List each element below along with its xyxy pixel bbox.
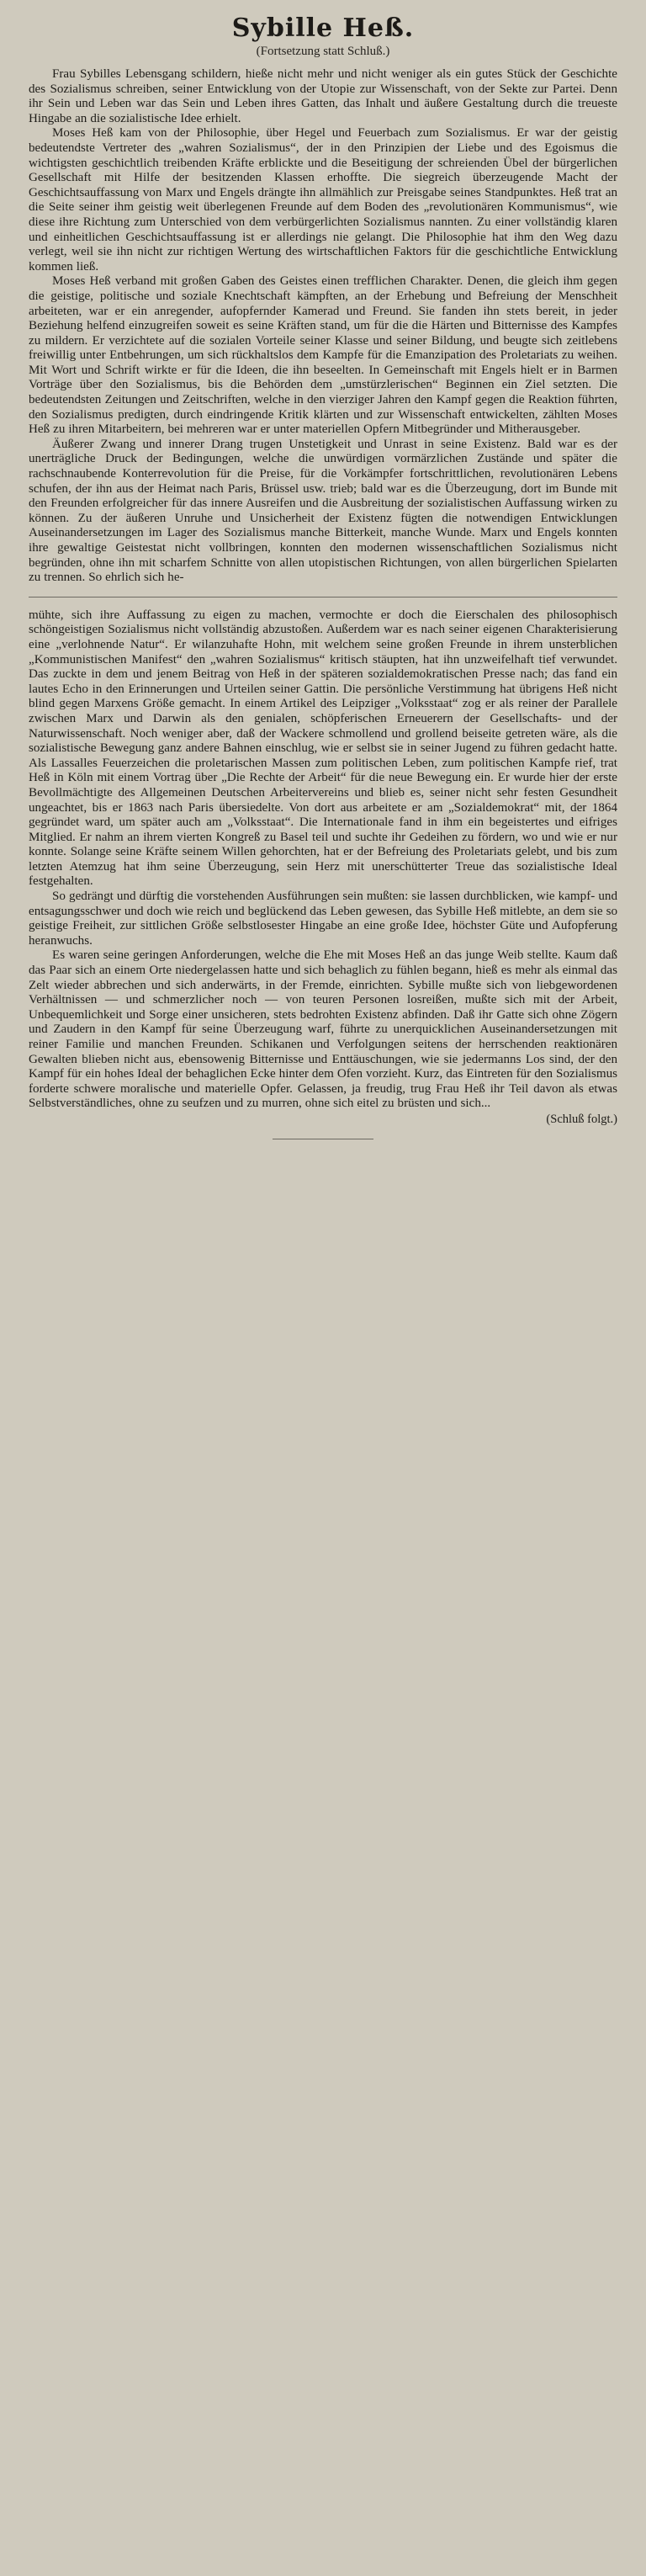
- continuation-note: (Schluß folgt.): [546, 1112, 617, 1126]
- column-divider: [29, 597, 617, 598]
- paragraph: Moses Heß kam von der Philosophie, über Hegel und Feuerbach zum Sozialismus. Er war der geistig bedeutendste Vertreter des „wahren Sozialismus“, der in den Prinzipien der Liebe und des Egoismus die wichtigsten geschichtlich treibenden Kräfte erblickte und die Beseitigung der schreienden Übel der bürgerlichen Gesellschaft mit Hilfe der besitzenden Klassen erhoffte. Die siegreich überzeugende Macht der Geschichtsauffassung von Marx und Engels drängte ihn allmählich zur Preisgabe seines Standpunktes. Heß trat an die Seite seiner ihm geistig weit überlegenen Freunde auf dem Boden des „revolutionären Kommunismus“, wie diese ihre Richtung zum Unterschied von dem verbürgerlichten Sozialismus nannten. Zu einer vollständig klaren und einheitlichen Geschichtsauffassung ist er allerdings nie gelangt. Die Philosophie hat ihm den Weg dazu verlegt, weil sie ihn nicht zur richtigen Wertung des wirtschaftlichen Faktors für die geschichtliche Entwicklung kommen ließ.: [29, 126, 617, 274]
- paragraph: Es waren seine geringen Anforderungen, welche die Ehe mit Moses Heß an das junge Weib stellte. Kaum daß das Paar sich an einem Orte niedergelassen hatte und sich behaglich zu fühlen begann, hieß es mehr als einmal das Zelt wieder abbrechen und sich anderwärts, in der Fremde, einrichten. Sybille mußte sich von liebgewordenen Verhältnissen — und schmerzlicher noch — von teuren Personen losreißen, mußte sich mit der Arbeit, Unbequemlichkeit und Sorge einer unsicheren, stets bedrohten Existenz abfinden. Daß ihr Gatte sich ohne Zögern und Zaudern in den Kampf für seine Überzeugung warf, führte zu unerquicklichen Auseinandersetzungen mit reiner Familie und manchen Freunden. Schikanen und Verfolgungen seitens der herrschenden reaktionären Gewalten blieben nicht aus, ebensowenig Bitternisse und Enttäuschungen, wie sie jedermanns Los sind, der den Kampf für ein hohes Ideal der behaglichen Ecke hinter dem Ofen vorzieht. Kurz, das Eintreten für den Sozialismus forderte schwere moralische und materielle Opfer. Gelassen, ja freudig, trug Frau Heß ihr Teil davon als etwas Selbstverständliches, ohne zu seufzen und zu murren, ohne sich eitel zu brüsten und sich...: [29, 948, 617, 1111]
- article-column-one: [29, 12, 617, 586]
- page-title: Sybille Heß.: [231, 13, 415, 43]
- paragraph: mühte, sich ihre Auffassung zu eigen zu machen, vermochte er doch die Eierschalen des philosophisch schöngeistigen Sozialismus nicht vollständig abzustoßen. Außerdem war es nach seiner eigenen Charakterisierung eine „verlohnende Natur“. Er wilanzuhafte Hohn, mit welchem seine großen Freunde in ihrem unsterblichen „Kommunistischen Manifest“ den „wahren Sozialismus“ kritisch stäupten, hat ihn unzweifelhaft tief verwundet. Das zuckte in dem und jenem Beitrag von Heß in der späteren sozialdemokratischen Presse nach; das fand ein lautes Echo in den Erinnerungen und Urteilen seiner Gattin. Die persönliche Verstimmung hat übrigens Heß nicht blind gegen Marxens Größe gemacht. In einem Artikel des Leipziger „Volksstaat“ zog er als reiner der Parallele zwischen Marx und Darwin als den genialen, schöpferischen Erneuerern der Gesellschafts- und der Naturwissenschaft. Noch weniger aber, daß der Wackere schmollend und grollend beiseite getreten wäre, als die sozialistische Bewegung ganz andere Bahnen einschlug, wie er selbst sie in seiner Jugend zu führen gedacht hatte. Als Lassalles Feuerzeichen die proletarischen Massen zum politischen Leben, zum politischen Kampfe rief, trat Heß in Köln mit einem Vortrag über „Die Rechte der Arbeit“ für die neue Bewegung ein. Er wurde hier der erste Bevollmächtigte des Allgemeinen Deutschen Arbeitervereins und blieb es, seiner nicht sehr festen Gesundheit ungeachtet, bis er 1863 nach Paris übersiedelte. Von dort aus arbeitete er am „Sozialdemokrat“ mit, der 1864 gegründet ward, um später auch am „Volksstaat“. Die Internationale fand in ihm ein begeistertes und eifriges Mitglied. Er nahm an ihrem vierten Kongreß zu Basel teil und suchte ihr Gedeihen zu fördern, wo und wie er nur konnte. Solange seine Kräfte seinem Willen gehorchten, hat er der Befreiung des Proletariats gelebt, und bis zum letzten Atemzug hat ihm seine Überzeugung, sein Herz mit unerschütterter Treue das sozialistische Ideal festgehalten.: [29, 608, 617, 889]
- paragraph: So gedrängt und dürftig die vorstehenden Ausführungen sein mußten: sie lassen durchblicken, wie kampf- und entsagungsschwer und doch wie reich und beglückend das Leben gewesen, das Sybille Heß mitlebte, an dem sie so geistige Freiheit, zur sittlichen Größe selbstlosester Hingabe an eine große Idee, höchster Güte und Aufopferung heranwuchs.: [29, 890, 617, 948]
- paragraph: Moses Heß verband mit großen Gaben des Geistes einen trefflichen Charakter. Denen, die gleich ihm gegen die geistige, politische und soziale Knechtschaft kämpften, an der Erhebung und Befreiung der Menschheit arbeiteten, war er ein anregender, aufopfernder Kamerad und Freund. Sie fanden ihn stets bereit, in jeder Beziehung helfend einzugreifen soweit es seine Kräften stand, um für die die Härten und Bitternisse des Kampfes zu mildern. Er verzichtete auf die sozialen Vorteile seiner Klasse und seiner Bildung, und beugte sich zeitlebens freiwillig unter Entbehrungen, um sich rückhaltslos dem Kampfe für die Emanzipation des Proletariats zu weihen. Mit Wort und Schrift wirkte er für die Ideen, die ihn beseelten. In Gemeinschaft mit Engels hielt er in Barmen Vorträge über den Sozialismus, bis die Behörden dem „umstürzlerischen“ Beginnen ein Ziel setzten. Die bedeutendsten Zeitungen und Zeitschriften, welche in den vierziger Jahren den Kampf gegen die Reaktion führten, den Sozialismus predigten, durch eindringende Kritik klärten und zur Wissenschaft entwickelten, zählten Moses Heß zu ihren Mitarbeitern, bei mehreren war er unter materiellen Opfern Mitbegründer und Mitherausgeber.: [29, 274, 617, 437]
- paragraph: Äußerer Zwang und innerer Drang trugen Unstetigkeit und Unrast in seine Existenz. Bald war es der unerträgliche Druck der Bedingungen, welche die unwürdigen vormärzlichen Zustände und später die rachschnaubende Konterrevolution für die Preise, für die Vorkämpfer fortschrittlichen, revolutionären Lebens schufen, der ihn aus der Heimat nach Paris, Brüssel usw. trieb; bald war es die Überzeugung, dort im Bunde mit den Freunden erfolgreicher für das innere Ausreifen und die Ausbreitung der sozialistischen Auffassung wirken zu können. Zu der äußeren Unruhe und Unsicherheit der Existenz fügten die notwendigen Entwicklungen Auseinandersetzungen im Lager des Sozialismus manche Bitterkeit, manche Wunde. Marx und Engels konnten ihre gewaltige Geistestat nicht vollbringen, konnten den modernen wissenschaftlichen Sozialismus nicht begründen, ohne ihn mit scharfem Schnitte von allen utopistischen Richtungen, von allen bürgerlichen Spielarten zu trennen. So ehrlich sich he-: [29, 437, 617, 585]
- paragraph: Frau Sybilles Lebensgang schildern, hieße nicht mehr und nicht weniger als ein gutes Stück der Geschichte des Sozialismus schreiben, seiner Entwicklung von der Utopie zur Wissenschaft, von der Sekte zur Partei. Denn ihr Sein und Leben war das Sein und Leben ihres Gatten, das Inhalt und äußere Gestaltung durch die treueste Hingabe an die sozialistische Idee erhielt.: [29, 67, 617, 125]
- article-body-bottom: [29, 608, 617, 1112]
- article-body-top: [29, 67, 617, 586]
- article-column-two: [29, 608, 617, 1139]
- article-subtitle: (Fortsetzung statt Schluß.): [256, 45, 390, 58]
